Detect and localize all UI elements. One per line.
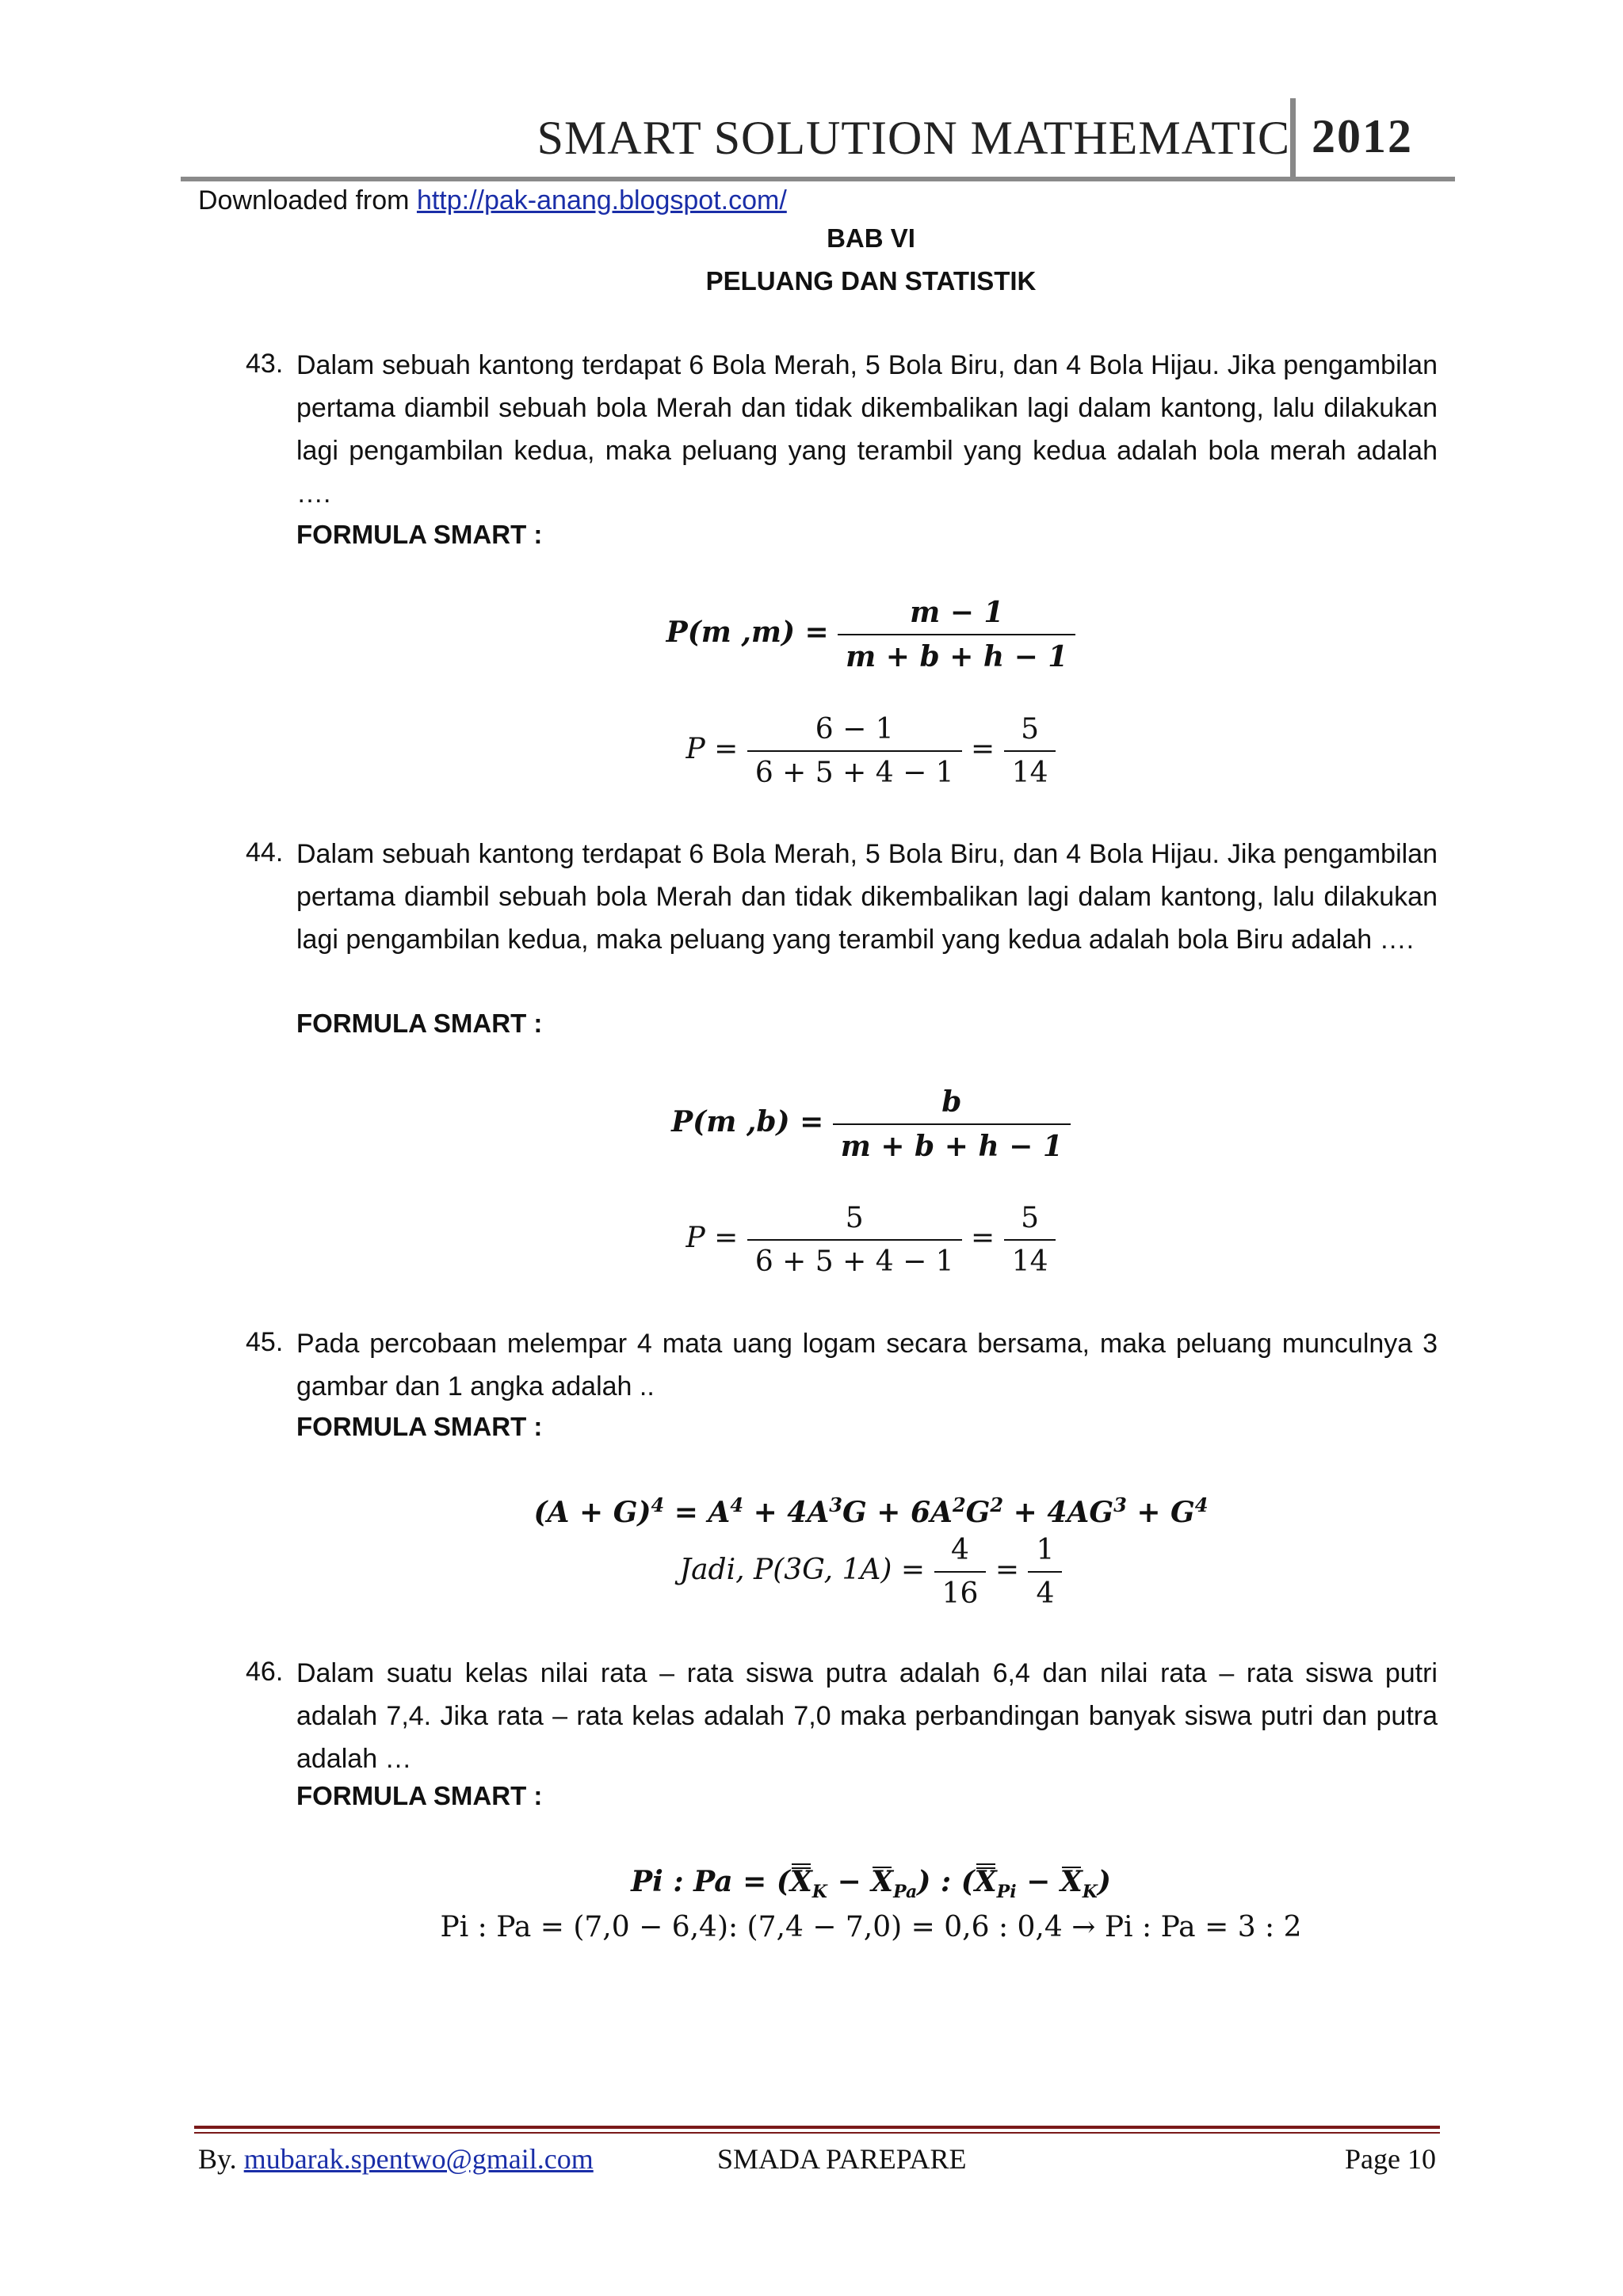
fraction-numerator: b (941, 1085, 962, 1119)
header-rule (181, 177, 1455, 181)
fraction-denominator: 14 (1004, 1239, 1056, 1278)
result-fraction (1004, 1202, 1056, 1278)
calc-fraction (747, 1202, 962, 1278)
formula-label: FORMULA SMART : (296, 1009, 543, 1038)
fraction-numerator: 6 − 1 (815, 713, 894, 746)
result-fraction (1004, 713, 1056, 789)
footer-by: By. (198, 2143, 237, 2175)
fraction-denominator: 6 + 5 + 4 − 1 (747, 750, 962, 789)
footer-rule (194, 2126, 1440, 2129)
download-prefix: Downloaded from (198, 185, 410, 215)
fraction-numerator: m − 1 (910, 596, 1004, 629)
formula-label: FORMULA SMART : (296, 520, 543, 549)
calculation-44 (0, 1202, 1623, 1278)
formula-43 (0, 596, 1623, 673)
page-number: Page 10 (1345, 2143, 1436, 2175)
header-divider (1290, 98, 1296, 181)
formula-44 (0, 1085, 1623, 1163)
running-header-title: SMART SOLUTION MATHEMATIC (537, 112, 1290, 164)
fraction-numerator: 5 (1021, 1202, 1040, 1234)
problem-number: 46. (246, 1657, 284, 1687)
result-45 (0, 1534, 1623, 1610)
fraction-denominator: m + b + h − 1 (838, 634, 1075, 673)
fraction-denominator: m + b + h − 1 (833, 1123, 1071, 1163)
formula-46: Pi : $Pa = (X_K - X_{Pa})$ : $(X_{Pi} - X_K)$ (631, 1865, 1111, 1903)
fraction-denominator: 14 (1004, 750, 1056, 789)
calc-lhs: P = (685, 733, 739, 765)
footer-author (198, 2142, 594, 2176)
running-header-year: 2012 (1312, 110, 1413, 162)
fraction-numerator: 1 (1036, 1534, 1055, 1566)
chapter-number: BAB VI (827, 223, 915, 253)
formula-label: FORMULA SMART : (296, 1781, 543, 1810)
download-link[interactable]: http://pak-anang.blogspot.com/ (416, 185, 787, 215)
equals-sign: = (995, 1554, 1019, 1586)
fraction-denominator: 4 (1028, 1571, 1062, 1610)
footer-school: SMADA PAREPARE (717, 2143, 967, 2175)
formula-label: FORMULA SMART : (296, 1412, 543, 1441)
problem-text: Pada percobaan melempar 4 mata uang logam secara bersama, maka peluang munculnya 3 gambar dan 1 angka adalah .. (296, 1329, 1438, 1402)
formula-lhs: P(m ,b) = (671, 1105, 824, 1138)
fraction-denominator: 16 (934, 1571, 987, 1610)
calc-lhs: P = (685, 1222, 739, 1254)
equals-sign: = (971, 733, 995, 765)
fraction-numerator: 5 (845, 1202, 864, 1234)
calculation-46: Pi : Pa = (7,0 − 6,4): (7,4 − 7,0) = 0,6 : 0,4 → Pi : Pa = 3 : 2 (440, 1911, 1302, 1943)
problem-number: 45. (246, 1327, 284, 1357)
formula-lhs: P(m ,m) = (666, 616, 829, 649)
problem-number: 44. (246, 837, 284, 868)
calc-fraction (747, 713, 962, 789)
calculation-43 (0, 713, 1623, 789)
problem-text: Dalam sebuah kantong terdapat 6 Bola Merah, 5 Bola Biru, dan 4 Bola Hijau. Jika pengambilan pertama diambil sebuah bola Merah dan tidak dikembalikan lagi dalam kantong, lalu dilakukan lagi pengambilan kedua, maka peluang yang terambil yang kedua adalah bola Biru adalah …. (296, 839, 1438, 955)
problem-number: 43. (246, 349, 284, 379)
fraction-numerator: 5 (1021, 713, 1040, 746)
fraction-denominator: 6 + 5 + 4 − 1 (747, 1239, 962, 1278)
binomial-expansion: $(A + G)^4 = A^4 + 4A^3G + 6A^2G^2 + 4AG^3 + G^4$ (533, 1493, 1209, 1529)
equals-sign: = (971, 1222, 995, 1254)
jadi-result-fraction (1028, 1534, 1062, 1610)
jadi-fraction (934, 1534, 987, 1610)
download-source (198, 185, 787, 216)
problem-text: Dalam sebuah kantong terdapat 6 Bola Merah, 5 Bola Biru, dan 4 Bola Hijau. Jika pengambilan pertama diambil sebuah bola Merah dan tidak dikembalikan lagi dalam kantong, lalu dilakukan lagi pengambilan kedua, maka peluang yang terambil yang kedua adalah bola merah adalah …. (296, 350, 1438, 509)
fraction-numerator: 4 (951, 1534, 969, 1566)
footer-rule-thin (194, 2132, 1440, 2134)
formula-fraction (833, 1085, 1071, 1163)
chapter-title: PELUANG DAN STATISTIK (705, 266, 1037, 296)
problem-text: Dalam suatu kelas nilai rata – rata siswa putra adalah 6,4 dan nilai rata – rata siswa putri adalah 7,4. Jika rata – rata kelas adalah 7,0 maka perbandingan banyak siswa putri dan putra adalah … (296, 1658, 1438, 1774)
author-email-link[interactable]: mubarak.spentwo@gmail.com (243, 2143, 594, 2175)
jadi-prefix: Jadi, P(3G, 1A) = (679, 1554, 926, 1586)
formula-fraction (838, 596, 1075, 673)
